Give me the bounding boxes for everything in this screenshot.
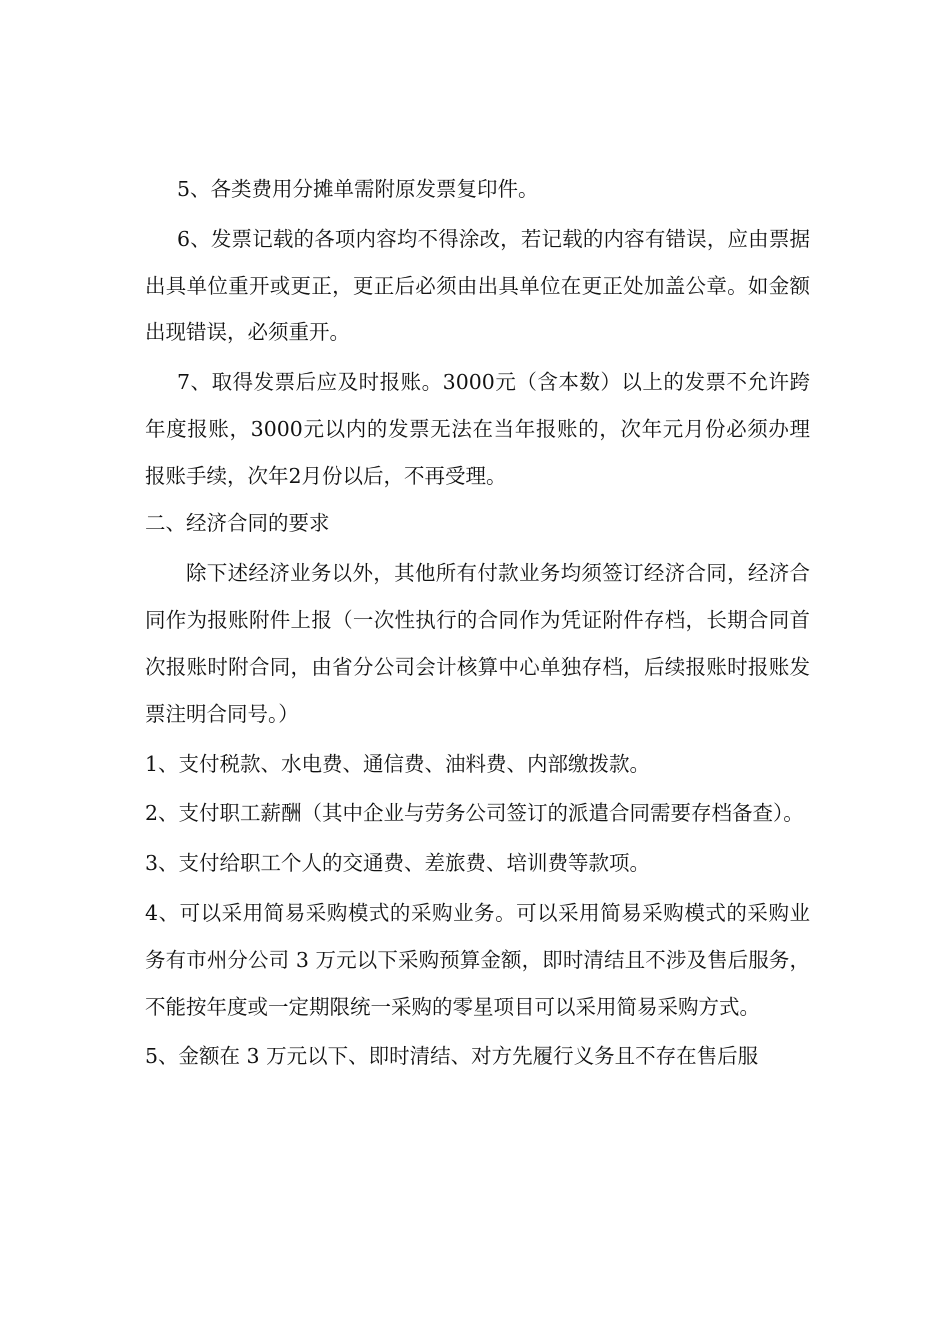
document-body xyxy=(145,166,810,1080)
list-item-3-travel: 3、支付给职工个人的交通费、差旅费、培训费等款项。 xyxy=(145,851,651,876)
list-item-5-small-amount: 5、金额在 3 万元以下、即时清结、对方先履行义务且不存在售后服 xyxy=(145,1044,759,1069)
list-item-1-taxes: 1、支付税款、水电费、通信费、油料费、内部缴拨款。 xyxy=(145,751,651,776)
paragraph-item-5-invoice-copy: 5、各类费用分摊单需附原发票复印件。 xyxy=(177,177,539,201)
paragraph-item-7-timely-reimbursement: 7、取得发票后应及时报账。3000元（含本数）以上的发票不允许跨年度报账，3000元以内的发票无法在当年报账的，次年元月份必须办理报账手续，次年2月份以后，不再受理。 xyxy=(145,370,810,488)
paragraph-item-6-no-alteration: 6、发票记载的各项内容均不得涂改，若记载的内容有错误，应由票据出具单位重开或更正，更正后必须由出具单位在更正处加盖公章。如金额出现错误，必须重开。 xyxy=(145,226,810,345)
paragraph-contract-intro: 除下述经济业务以外，其他所有付款业务均须签订经济合同，经济合同作为报账附件上报（一次性执行的合同作为凭证附件存档，长期合同首次报账时附合同，由省分公司会计核算中心单独存档，后续报账时报账发票注明合同号。） xyxy=(145,561,810,726)
list-item-2-salaries: 2、支付职工薪酬（其中企业与劳务公司签订的派遣合同需要存档备查）。 xyxy=(145,801,804,826)
section-heading-contract-requirements: 二、经济合同的要求 xyxy=(145,510,330,535)
list-item-4-simple-procurement: 4、可以采用简易采购模式的采购业务。可以采用简易采购模式的采购业务有市州分公司 3 万元以下采购预算金额，即时清结且不涉及售后服务，不能按年度或一定期限统一采购的零星项目可以采用简易采购方式。 xyxy=(145,900,810,1019)
